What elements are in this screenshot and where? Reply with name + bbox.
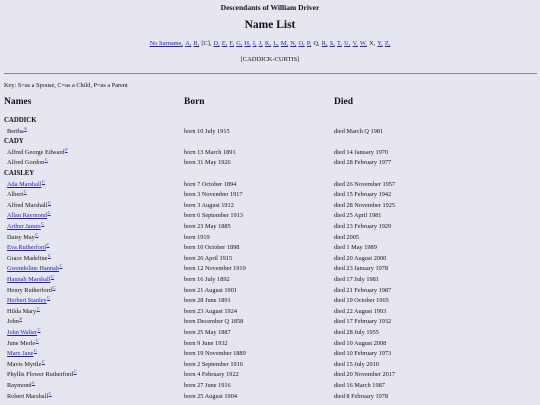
person-name-cell bbox=[7, 211, 51, 221]
letter-link[interactable]: P, bbox=[306, 40, 312, 47]
table-row bbox=[0, 233, 540, 243]
person-name-cell bbox=[7, 392, 52, 402]
born-cell: born 9 June 1932 bbox=[184, 339, 228, 347]
table-row bbox=[0, 339, 540, 349]
letter-link[interactable]: R, bbox=[321, 40, 328, 47]
born-cell: born 3 November 1917 bbox=[184, 191, 243, 199]
person-name-cell bbox=[7, 264, 62, 274]
born-cell: born 23 August 1924 bbox=[184, 307, 238, 315]
key-legend: Key: S=as a Spouse, C=as a Child, P=as a Parent bbox=[4, 82, 128, 89]
person-name-cell bbox=[7, 328, 41, 338]
letter-link[interactable]: E, bbox=[221, 40, 228, 47]
person-name-cell bbox=[7, 307, 40, 317]
role-marker-link[interactable]: C bbox=[73, 369, 77, 375]
role-marker-link[interactable]: C bbox=[41, 358, 45, 364]
person-name: Alfred George Edward bbox=[7, 148, 65, 156]
letter-link[interactable]: G, bbox=[236, 40, 243, 47]
surname-heading bbox=[0, 116, 540, 126]
table-row bbox=[0, 211, 540, 221]
person-name: Hilda Mary bbox=[7, 307, 37, 315]
letter-link[interactable]: T, bbox=[336, 40, 342, 47]
site-title: Descendants of William Driver bbox=[220, 3, 320, 12]
died-cell: died 10 February 1973 bbox=[334, 350, 392, 358]
letter-link[interactable]: L, bbox=[273, 40, 279, 47]
person-name-cell bbox=[7, 370, 77, 380]
person-name[interactable]: John Walter bbox=[7, 329, 37, 336]
died-cell: died 17 July 1981 bbox=[334, 276, 379, 283]
letter-link: [C], bbox=[201, 40, 212, 47]
born-cell: born 27 June 1916 bbox=[184, 382, 231, 389]
table-row bbox=[0, 222, 540, 232]
role-marker-link[interactable]: C bbox=[59, 263, 63, 269]
person-name-cell bbox=[7, 317, 22, 327]
role-marker-link[interactable]: C bbox=[47, 252, 51, 258]
table-row bbox=[0, 307, 540, 317]
person-name-cell bbox=[7, 254, 51, 264]
born-cell: born 3 August 1912 bbox=[184, 201, 234, 209]
table-row bbox=[0, 243, 540, 253]
died-cell: died 1 May 1989 bbox=[334, 244, 377, 252]
person-name-cell bbox=[7, 349, 37, 359]
born-cell: born 21 August 1901 bbox=[184, 286, 238, 294]
died-cell: died 25 April 1981 bbox=[334, 212, 382, 220]
person-name: Alfred Gordon bbox=[7, 159, 45, 167]
table-row bbox=[0, 148, 540, 158]
letter-link[interactable]: F, bbox=[229, 40, 235, 47]
table-row bbox=[0, 360, 540, 370]
table-row bbox=[0, 349, 540, 359]
surname-range-label: [CADDICK-CURTIS] bbox=[240, 56, 300, 63]
person-name[interactable]: Gwendoline Hannah bbox=[7, 265, 59, 273]
born-cell: born 23 May 1885 bbox=[184, 223, 231, 230]
died-cell: died 15 February 1942 bbox=[334, 191, 392, 199]
person-name-cell bbox=[7, 127, 27, 137]
person-name[interactable]: Herbert Stanley bbox=[7, 297, 47, 305]
died-cell: died 14 January 1970 bbox=[334, 148, 389, 156]
role-marker-link[interactable]: C bbox=[51, 274, 55, 279]
person-name: Raymond bbox=[7, 382, 32, 389]
died-cell: died 28 February 1977 bbox=[334, 159, 392, 167]
table-row bbox=[0, 190, 540, 200]
person-name-cell bbox=[7, 339, 39, 349]
person-name: Albert bbox=[7, 191, 24, 199]
role-marker-link[interactable]: C bbox=[33, 348, 37, 354]
letter-link[interactable]: O, bbox=[298, 40, 305, 47]
died-cell: died March Q 1981 bbox=[334, 127, 384, 135]
person-name: Daisy May bbox=[7, 233, 35, 241]
born-cell: born 1919 bbox=[184, 233, 210, 241]
born-cell: born 10 October 1898 bbox=[184, 244, 240, 252]
page-title: Name List bbox=[244, 19, 296, 31]
person-name-cell bbox=[7, 360, 45, 370]
table-row bbox=[0, 201, 540, 211]
role-marker-link[interactable]: C bbox=[46, 242, 50, 248]
letter-link[interactable]: W, bbox=[359, 40, 367, 47]
person-name: Bertha bbox=[7, 127, 24, 135]
person-name[interactable]: Arthur James bbox=[7, 223, 41, 230]
role-marker-link[interactable]: C bbox=[32, 380, 36, 385]
letter-link[interactable]: J, bbox=[258, 40, 263, 47]
column-header-died: Died bbox=[334, 97, 353, 107]
role-marker-link[interactable]: P bbox=[65, 146, 68, 152]
person-name[interactable]: Eva Rutherford bbox=[7, 244, 46, 252]
person-name[interactable]: Allan Raymond bbox=[7, 212, 48, 220]
column-header-born: Born bbox=[184, 97, 205, 107]
person-name: Mavis Myrtle bbox=[7, 360, 42, 368]
letter-link[interactable]: Z, bbox=[384, 40, 391, 47]
role-marker-link[interactable]: C bbox=[36, 305, 40, 311]
died-cell: died 23 February 1929 bbox=[334, 223, 392, 230]
role-marker-link[interactable]: C bbox=[35, 337, 39, 343]
table-row bbox=[0, 381, 540, 391]
died-cell: died 19 October 1965 bbox=[334, 297, 389, 305]
person-name-cell bbox=[7, 296, 50, 306]
surname-label: CADDICK bbox=[4, 117, 37, 124]
born-cell: born 6 September 1913 bbox=[184, 212, 243, 220]
role-marker-link[interactable]: C bbox=[37, 327, 41, 332]
table-row bbox=[0, 158, 540, 168]
letter-link[interactable]: M, bbox=[280, 40, 289, 47]
role-marker-link[interactable]: C bbox=[48, 390, 52, 396]
person-name: Phyllis Flower Rutherford bbox=[7, 371, 74, 379]
person-name-cell bbox=[7, 180, 45, 190]
born-cell: born 19 November 1889 bbox=[184, 350, 246, 358]
born-cell: born 10 July 1915 bbox=[184, 127, 230, 135]
person-name: June Merle bbox=[7, 339, 36, 347]
letter-link[interactable]: D, bbox=[213, 40, 220, 47]
column-header-names: Names bbox=[4, 97, 32, 107]
born-cell: born 13 March 1891 bbox=[184, 148, 236, 156]
person-name-cell bbox=[7, 148, 68, 158]
born-cell: born December Q 1858 bbox=[184, 318, 244, 326]
person-name-cell bbox=[7, 222, 44, 232]
letter-link[interactable]: Y, bbox=[377, 40, 383, 47]
table-row bbox=[0, 392, 540, 402]
role-marker-link[interactable]: C bbox=[47, 199, 51, 205]
died-cell: died 8 February 1978 bbox=[334, 392, 389, 400]
person-name[interactable]: Hannah Marshall bbox=[7, 276, 51, 283]
role-marker-link[interactable]: C bbox=[44, 157, 48, 163]
role-marker-link[interactable]: C bbox=[23, 189, 27, 195]
died-cell: died 16 March 1987 bbox=[334, 382, 385, 389]
letter-link[interactable]: V, bbox=[352, 40, 358, 47]
role-marker-link[interactable]: C bbox=[41, 178, 45, 184]
died-cell: died 28 July 1955 bbox=[334, 329, 379, 336]
died-cell: died 28 November 1925 bbox=[334, 201, 396, 209]
surname-label: CADY bbox=[4, 138, 24, 146]
person-name-cell bbox=[7, 286, 55, 296]
letter-link[interactable]: K, bbox=[264, 40, 272, 47]
died-cell: died 26 November 1957 bbox=[334, 180, 396, 188]
surname-heading bbox=[0, 169, 540, 179]
died-cell: died 23 January 1978 bbox=[334, 265, 389, 273]
surname-heading bbox=[0, 137, 540, 147]
born-cell: born 7 October 1894 bbox=[184, 180, 237, 188]
died-cell: died 2005 bbox=[334, 233, 360, 241]
table-row bbox=[0, 328, 540, 338]
born-cell: born 31 May 1926 bbox=[184, 159, 231, 167]
person-name-cell bbox=[7, 381, 35, 391]
surname-label: CAISLEY bbox=[4, 170, 35, 177]
role-marker-link[interactable]: C bbox=[41, 221, 45, 226]
born-cell: born 4 February 1922 bbox=[184, 371, 239, 379]
role-marker-link[interactable]: S bbox=[19, 316, 22, 322]
table-row bbox=[0, 180, 540, 190]
table-row bbox=[0, 296, 540, 306]
person-name-cell bbox=[7, 243, 50, 253]
born-cell: born 25 August 1904 bbox=[184, 392, 238, 400]
died-cell: died 21 February 1987 bbox=[334, 286, 392, 294]
table-row bbox=[0, 286, 540, 296]
letter-link[interactable]: U, bbox=[344, 40, 351, 47]
died-cell: died 22 August 1993 bbox=[334, 307, 387, 315]
role-marker-link[interactable]: S bbox=[24, 125, 27, 131]
role-marker-link[interactable]: C bbox=[47, 210, 51, 216]
person-name-cell bbox=[7, 201, 51, 211]
letter-link: Q, bbox=[313, 40, 320, 47]
person-name: Robert Marshall bbox=[7, 392, 49, 400]
person-name-cell bbox=[7, 275, 54, 285]
person-name: Grace Madeline bbox=[7, 254, 48, 262]
role-marker-link[interactable]: C bbox=[35, 231, 39, 237]
person-name: John bbox=[7, 318, 19, 326]
died-cell: died 10 August 2008 bbox=[334, 339, 387, 347]
role-marker-link[interactable]: C bbox=[52, 284, 56, 290]
died-cell: died 15 July 2010 bbox=[334, 360, 379, 368]
table-row bbox=[0, 127, 540, 137]
person-name[interactable]: Ada Marshall bbox=[7, 180, 42, 188]
table-row bbox=[0, 317, 540, 327]
person-name[interactable]: Mary Jane bbox=[7, 350, 34, 358]
letter-link[interactable]: B, bbox=[193, 40, 200, 47]
died-cell: died 17 February 1932 bbox=[334, 318, 392, 326]
died-cell: died 20 November 2017 bbox=[334, 371, 396, 379]
letter-link[interactable]: No Surname, bbox=[149, 40, 183, 47]
table-row bbox=[0, 370, 540, 380]
person-name: Alfred Marshall bbox=[7, 201, 48, 209]
born-cell: born 28 June 1891 bbox=[184, 297, 231, 305]
role-marker-link[interactable]: C bbox=[47, 295, 51, 301]
born-cell: born 2 September 1916 bbox=[184, 360, 243, 368]
letter-link[interactable]: I, bbox=[252, 40, 257, 47]
born-cell: born 26 April 1915 bbox=[184, 254, 233, 262]
letter-link[interactable]: H, bbox=[244, 40, 251, 47]
born-cell: born 12 November 1919 bbox=[184, 265, 246, 273]
person-name-cell bbox=[7, 190, 27, 200]
table-row bbox=[0, 254, 540, 264]
table-row bbox=[0, 275, 540, 285]
person-name-cell bbox=[7, 158, 48, 168]
born-cell: born 16 July 1892 bbox=[184, 276, 230, 283]
person-name-cell bbox=[7, 233, 38, 243]
table-row bbox=[0, 264, 540, 274]
letter-link: X, bbox=[369, 40, 376, 47]
born-cell: born 25 May 1887 bbox=[184, 329, 231, 336]
person-name: Henry Rutherford bbox=[7, 286, 52, 294]
letter-link[interactable]: S, bbox=[329, 40, 335, 47]
letter-link[interactable]: N, bbox=[290, 40, 297, 47]
died-cell: died 20 August 2000 bbox=[334, 254, 387, 262]
letter-link[interactable]: A, bbox=[185, 40, 192, 47]
